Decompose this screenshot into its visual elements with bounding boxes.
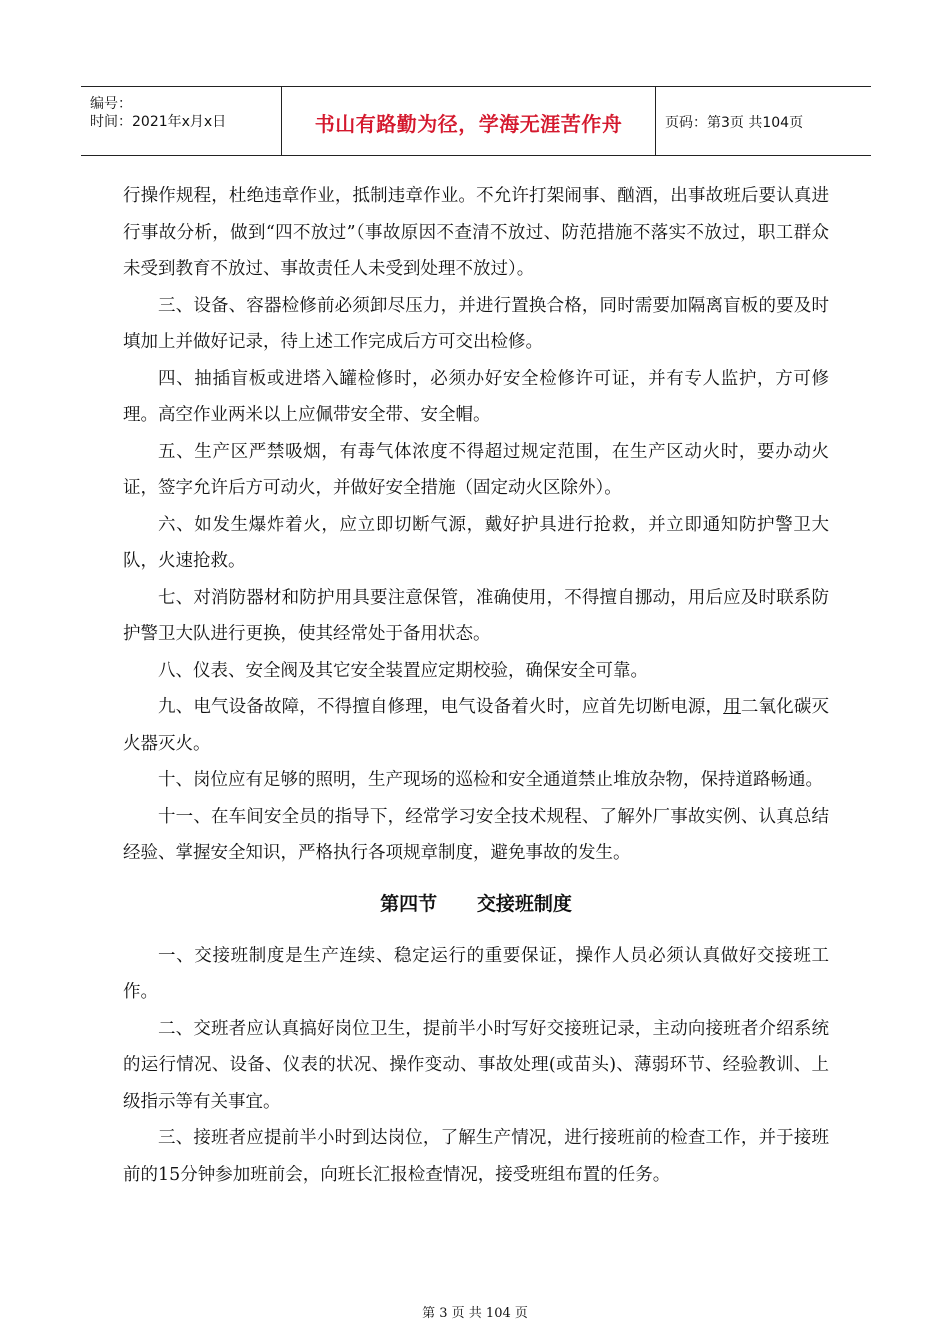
paragraph-item-3: 三、设备、容器检修前必须卸尽压力，并进行置换合格，同时需要加隔离盲板的要及时填加上并做好记录，待上述工作完成后方可交出检修。 xyxy=(123,295,829,352)
document-number-label: 编号： xyxy=(90,96,132,112)
document-body xyxy=(123,178,829,1193)
handover-item-2: 二、交班者应认真搞好岗位卫生，提前半小时写好交接班记录，主动向接班者介绍系统的运行情况、设备、仪表的状况、操作变动、事故处理(或苗头)、薄弱环节、经验教训、上级指示等有关事宜。 xyxy=(123,1018,829,1112)
paragraph-item-9 xyxy=(123,689,829,762)
paragraph-continuation: 行操作规程，杜绝违章作业，抵制违章作业。不允许打架闹事、酗酒，出事故班后要认真进行事故分析，做到“四不放过”（事故原因不查清不放过、防范措施不落实不放过，职工群众未受到教育不放过、事故责任人未受到处理不放过）。 xyxy=(123,186,829,279)
header-motto-cell xyxy=(281,87,656,155)
paragraph-item-9-text-a: 九、电气设备故障，不得擅自修理，电气设备着火时，应首先切断电源， xyxy=(158,697,724,717)
header-page-code: 页码：第3页 共104页 xyxy=(665,115,804,131)
paragraph-item-10: 十、岗位应有足够的照明，生产现场的巡检和安全通道禁止堆放杂物，保持道路畅通。 xyxy=(158,770,823,790)
handover-item-3: 三、接班者应提前半小时到达岗位，了解生产情况，进行接班前的检查工作，并于接班前的15分钟参加班前会，向班长汇报检查情况，接受班组布置的任务。 xyxy=(123,1128,829,1185)
paragraph-item-6: 六、如发生爆炸着火，应立即切断气源，戴好护具进行抢救，并立即通知防护警卫大队，火速抢救。 xyxy=(123,514,829,571)
paragraph-item-11: 十一、在车间安全员的指导下，经常学习安全技术规程、了解外厂事故实例、认真总结经验、掌握安全知识，严格执行各项规章制度，避免事故的发生。 xyxy=(123,806,829,863)
header-meta-cell xyxy=(81,87,281,155)
paragraph-item-5: 五、生产区严禁吸烟，有毒气体浓度不得超过规定范围，在生产区动火时，要办动火证，签字允许后方可动火，并做好安全措施（固定动火区除外）。 xyxy=(123,441,829,498)
paragraph-item-9-text-c: 二氧化碳灭火器灭火。 xyxy=(123,697,830,754)
paragraph-item-9-underlined: 用 xyxy=(723,697,741,717)
section-heading: 第四节 交接班制度 xyxy=(380,892,572,915)
handover-item-1: 一、交接班制度是生产连续、稳定运行的重要保证，操作人员必须认真做好交接班工作。 xyxy=(123,945,829,1002)
header-page-cell xyxy=(655,87,871,155)
document-time-label: 时间：2021年x月x日 xyxy=(90,114,227,130)
paragraph-item-7: 七、对消防器材和防护用具要注意保管，准确使用，不得擅自挪动，用后应及时联系防护警卫大队进行更换，使其经常处于备用状态。 xyxy=(123,587,829,644)
paragraph-item-8: 八、仪表、安全阀及其它安全装置应定期校验，确保安全可靠。 xyxy=(158,660,648,681)
header-motto: 书山有路勤为径，学海无涯苦作舟 xyxy=(314,112,623,136)
page-footer: 第 3 页 共 104 页 xyxy=(422,1306,528,1321)
page-header xyxy=(81,86,871,156)
paragraph-item-4: 四、抽插盲板或进塔入罐检修时，必须办好安全检修许可证，并有专人监护，方可修理。高空作业两米以上应佩带安全带、安全帽。 xyxy=(123,368,829,425)
